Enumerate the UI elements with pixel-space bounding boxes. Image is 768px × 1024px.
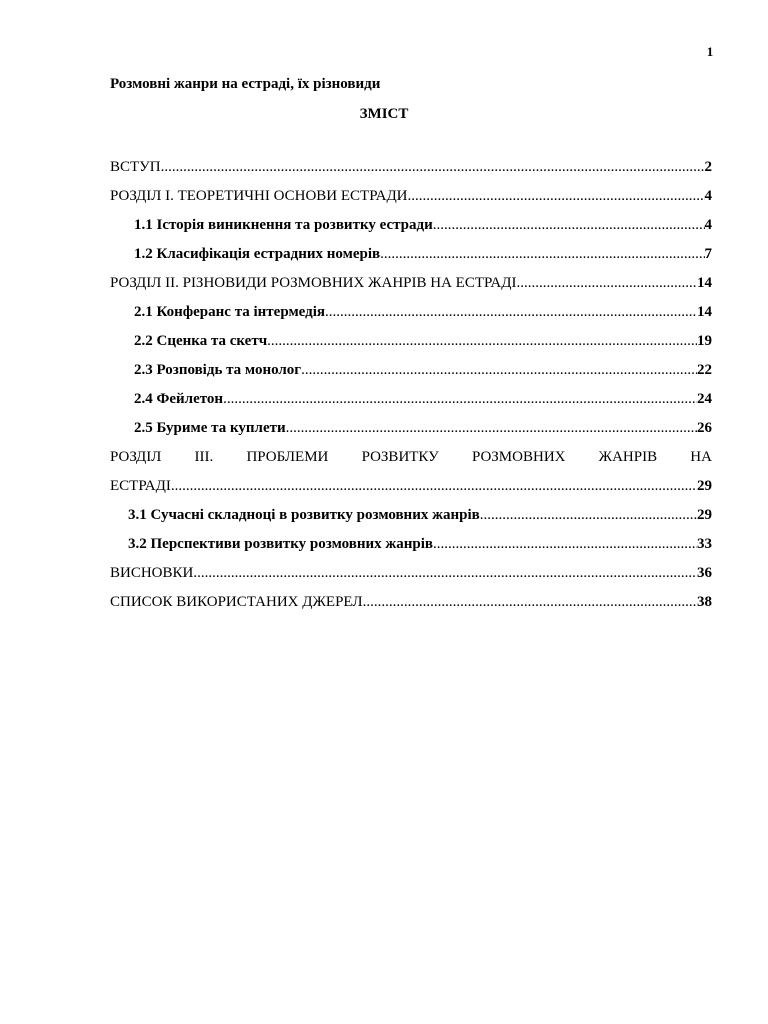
- toc-leader: [286, 414, 697, 443]
- toc-word: ЖАНРІВ: [598, 449, 658, 465]
- toc-entry-page: 29: [697, 507, 712, 523]
- document-title: Розмовні жанри на естраді, їх різновиди: [110, 76, 381, 92]
- toc-leader: [223, 385, 697, 414]
- toc-entry: [110, 356, 712, 385]
- toc-entry-page: 29: [697, 478, 712, 494]
- toc-entry: [110, 153, 712, 182]
- toc-entry-page: 14: [697, 304, 712, 320]
- toc-entry: [110, 327, 712, 356]
- toc-entry-section-3: [110, 443, 712, 472]
- toc-entry-text: РОЗДІЛ ІІ. РІЗНОВИДИ РОЗМОВНИХ ЖАНРІВ НА ЕСТРАДІ: [110, 275, 517, 291]
- toc-entry-text: 1.1 Історія виникнення та розвитку естради: [134, 217, 433, 233]
- toc-leader: [363, 588, 697, 617]
- toc-leader: [325, 298, 697, 327]
- toc-entry: [110, 182, 712, 211]
- toc-entry: [110, 559, 712, 588]
- toc-entry: [110, 298, 712, 327]
- toc-word: НА: [690, 449, 712, 465]
- toc-leader: [380, 240, 704, 269]
- toc-entry: [110, 385, 712, 414]
- toc-entry: [110, 414, 712, 443]
- toc-entry-section-3-continuation: [110, 472, 712, 501]
- toc-entry-page: 36: [697, 565, 712, 581]
- toc-entry: [110, 501, 712, 530]
- toc-word: ІІІ.: [194, 449, 214, 465]
- toc-heading: ЗМІСТ: [359, 106, 409, 122]
- toc-entry-page: 14: [697, 275, 712, 291]
- toc-word: ПРОБЛЕМИ: [246, 449, 329, 465]
- toc-entry-page: 4: [704, 188, 712, 204]
- page-number: 1: [706, 44, 714, 59]
- toc-entry: [110, 240, 712, 269]
- toc-entry: [110, 588, 712, 617]
- toc-leader: [408, 182, 705, 211]
- toc-entry-text: СПИСОК ВИКОРИСТАНИХ ДЖЕРЕЛ: [110, 594, 363, 610]
- toc-group: [110, 501, 712, 617]
- toc-entry-text: 1.2 Класифікація естрадних номерів: [134, 246, 381, 262]
- toc-entry-text: 2.5 Буриме та куплети: [134, 420, 286, 436]
- toc-entry-page: 7: [704, 246, 712, 262]
- toc-entry: [110, 530, 712, 559]
- toc-leader: [193, 559, 697, 588]
- toc-entry-page: 33: [697, 536, 712, 552]
- toc-entry-page: 22: [697, 362, 712, 378]
- toc-entry-page: 2: [704, 159, 712, 175]
- toc-entry-text: РОЗДІЛ І. ТЕОРЕТИЧНІ ОСНОВИ ЕСТРАДИ: [110, 188, 408, 204]
- toc-entry-text: 2.1 Конферанс та інтермедія: [134, 304, 326, 320]
- toc-leader: [161, 153, 705, 182]
- toc-entry-text: 3.1 Сучасні складноці в розвитку розмовних жанрів: [128, 507, 480, 523]
- toc-leader: [171, 472, 697, 501]
- toc-entry-text: ВСТУП: [110, 159, 161, 175]
- toc-entry: [110, 211, 712, 240]
- toc-group: [110, 153, 712, 443]
- toc-entry-text: 2.3 Розповідь та монолог: [134, 362, 302, 378]
- toc-entry-text: ЕСТРАДІ: [110, 478, 171, 494]
- toc-entry-page: 26: [697, 420, 712, 436]
- toc-word: РОЗМОВНИХ: [471, 449, 566, 465]
- toc-entry-page: 4: [704, 217, 712, 233]
- toc-entry-page: 19: [697, 333, 712, 349]
- toc-word: РОЗВИТКУ: [361, 449, 439, 465]
- toc-leader: [517, 269, 698, 298]
- toc-leader: [301, 356, 697, 385]
- toc-leader: [267, 327, 697, 356]
- toc-leader: [480, 501, 697, 530]
- toc-entry: [110, 269, 712, 298]
- table-of-contents: [110, 153, 712, 617]
- toc-leader: [433, 530, 697, 559]
- toc-word: РОЗДІЛ: [110, 449, 162, 465]
- toc-entry-page: 24: [697, 391, 712, 407]
- toc-entry-text: ВИСНОВКИ: [110, 565, 194, 581]
- toc-entry-text: 2.2 Сценка та скетч: [134, 333, 268, 349]
- toc-entry-text: 2.4 Фейлетон: [134, 391, 224, 407]
- toc-entry-page: 38: [697, 594, 712, 610]
- toc-entry-text: 3.2 Перспективи розвитку розмовних жанрів: [128, 536, 434, 552]
- toc-leader: [433, 211, 705, 240]
